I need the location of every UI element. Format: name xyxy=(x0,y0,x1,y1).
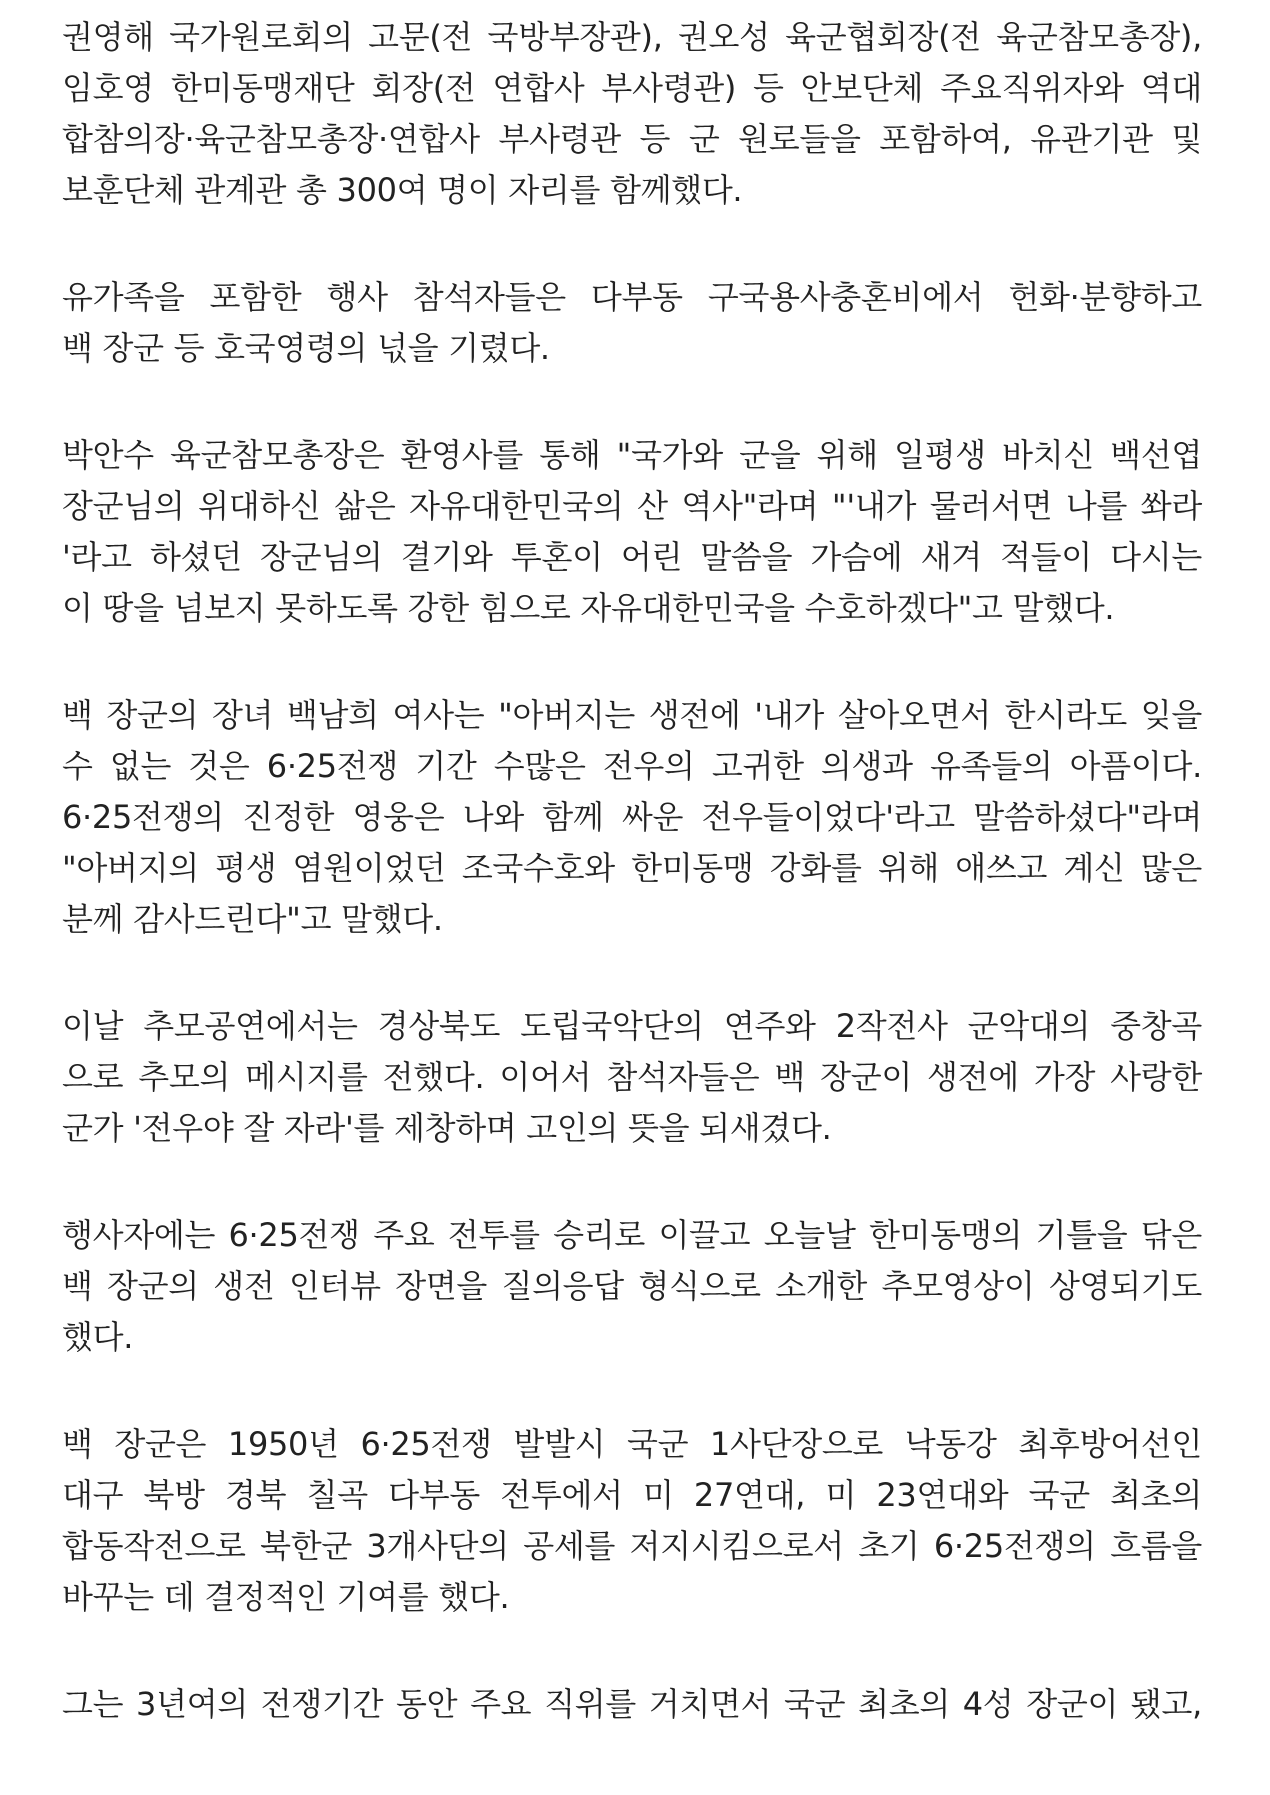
text-line: 그는 3년여의 전쟁기간 동안 주요 직위를 거치면서 국군 최초의 4성 장군이 됐고, xyxy=(62,1685,1202,1723)
paragraph-welcome-speech xyxy=(62,430,1202,634)
text-line: 보훈단체 관계관 총 300여 명이 자리를 함께했다. xyxy=(62,171,743,209)
text-line: 백 장군의 생전 인터뷰 장면을 질의응답 형식으로 소개한 추모영상이 상영되기도 xyxy=(62,1267,1202,1305)
text-line: 백 장군은 1950년 6·25전쟁 발발시 국군 1사단장으로 낙동강 최후방어선인 xyxy=(62,1425,1202,1463)
paragraph-battle-history xyxy=(62,1419,1202,1623)
text-line: '라고 하셨던 장군님의 결기와 투혼이 어린 말씀을 가슴에 새겨 적들이 다시는 xyxy=(62,538,1202,576)
text-line: 유가족을 포함한 행사 참석자들은 다부동 구국용사충혼비에서 헌화·분향하고 xyxy=(62,278,1202,316)
text-line: 백 장군 등 호국영령의 넋을 기렸다. xyxy=(62,329,550,367)
text-line: 했다. xyxy=(62,1318,134,1356)
text-line: 군가 '전우야 잘 자라'를 제창하며 고인의 뜻을 되새겼다. xyxy=(62,1109,832,1147)
paragraph-performance xyxy=(62,1001,1202,1154)
paragraph-career xyxy=(62,1679,1202,1730)
text-line: 이 땅을 넘보지 못하도록 강한 힘으로 자유대한민국을 수호하겠다"고 말했다. xyxy=(62,589,1115,627)
text-line: 박안수 육군참모총장은 환영사를 통해 "국가와 군을 위해 일평생 바치신 백선엽 xyxy=(62,436,1202,474)
text-line: 백 장군의 장녀 백남희 여사는 "아버지는 생전에 '내가 살아오면서 한시라도 잊을 xyxy=(62,696,1202,734)
text-line: 이날 추모공연에서는 경상북도 도립국악단의 연주와 2작전사 군악대의 중창곡 xyxy=(62,1007,1202,1045)
paragraph-attendees xyxy=(62,12,1202,216)
text-line: 행사자에는 6·25전쟁 주요 전투를 승리로 이끌고 오늘날 한미동맹의 기틀을 닦은 xyxy=(62,1216,1202,1254)
paragraph-daughter-remarks xyxy=(62,690,1202,945)
text-line: 장군님의 위대하신 삶은 자유대한민국의 산 역사"라며 "'내가 물러서면 나를 쏴라 xyxy=(62,487,1202,525)
paragraph-memorial xyxy=(62,272,1202,374)
text-line: 권영해 국가원로회의 고문(전 국방부장관), 권오성 육군협회장(전 육군참모총장), xyxy=(62,18,1202,56)
text-line: 합참의장·육군참모총장·연합사 부사령관 등 군 원로들을 포함하여, 유관기관 및 xyxy=(62,120,1202,158)
text-line: 바꾸는 데 결정적인 기여를 했다. xyxy=(62,1578,510,1616)
text-line: "아버지의 평생 염원이었던 조국수호와 한미동맹 강화를 위해 애쓰고 계신 많은 xyxy=(62,849,1202,887)
text-line: 합동작전으로 북한군 3개사단의 공세를 저지시킴으로서 초기 6·25전쟁의 흐름을 xyxy=(62,1527,1202,1565)
text-line: 분께 감사드린다"고 말했다. xyxy=(62,900,443,938)
text-line: 으로 추모의 메시지를 전했다. 이어서 참석자들은 백 장군이 생전에 가장 사랑한 xyxy=(62,1058,1202,1096)
text-line: 임호영 한미동맹재단 회장(전 연합사 부사령관) 등 안보단체 주요직위자와 역대 xyxy=(62,69,1202,107)
text-line: 6·25전쟁의 진정한 영웅은 나와 함께 싸운 전우들이었다'라고 말씀하셨다"라며 xyxy=(62,798,1202,836)
text-line: 대구 북방 경북 칠곡 다부동 전투에서 미 27연대, 미 23연대와 국군 최초의 xyxy=(62,1476,1202,1514)
text-line: 수 없는 것은 6·25전쟁 기간 수많은 전우의 고귀한 의생과 유족들의 아픔이다. xyxy=(62,747,1202,785)
paragraph-video xyxy=(62,1210,1202,1363)
